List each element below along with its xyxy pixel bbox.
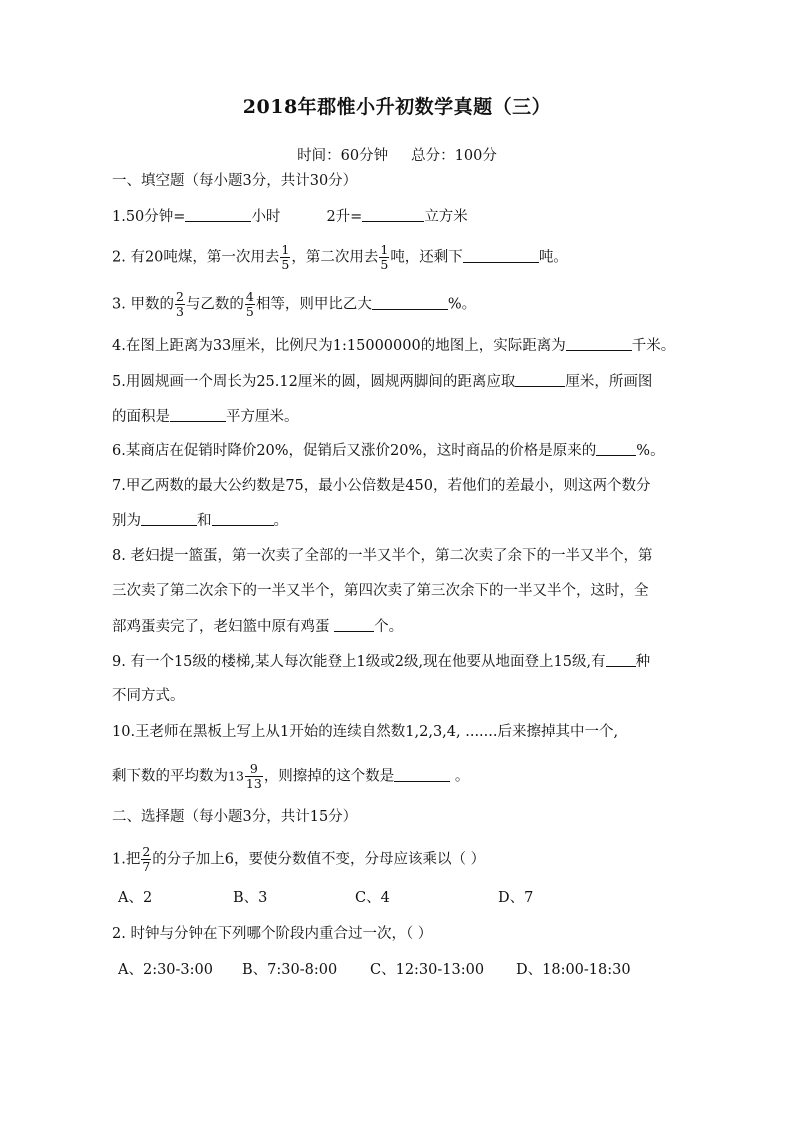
fraction: $\frac{9}{13}$ bbox=[245, 761, 262, 791]
question-1-4: 4.在图上距离为33厘米，比例尺为1:15000000的地图上，实际距离为 千米。 bbox=[112, 335, 702, 356]
section2-heading: 二、选择题（每小题3分，共计15分） bbox=[112, 809, 358, 825]
fraction: $\frac{2}{7}$ bbox=[142, 844, 151, 874]
option-d[interactable]: D、18:00-18:30 bbox=[516, 962, 631, 978]
question-2-2: 2. 时钟与分钟在下列哪个阶段内重合过一次，（ ） bbox=[112, 926, 433, 942]
answer-blank[interactable] bbox=[141, 510, 197, 526]
answer-blank[interactable] bbox=[372, 294, 448, 310]
answer-blank[interactable] bbox=[394, 766, 450, 782]
question-2-1: 1.把 $\frac{2}{7}$ 的分子加上6，要使分数值不变，分母应该乘以（ ） bbox=[112, 844, 486, 874]
mixed-number-int: 13 bbox=[228, 768, 244, 784]
page-title: 2018年郡惟小升初数学真题（三） bbox=[242, 96, 552, 118]
question-1-8-line2: 三次卖了第二次余下的一半又半个，第四次卖了第三次余下的一半又半个，这时，全 bbox=[112, 583, 649, 599]
question-1-3: 3. 甲数的 $\frac{2}{3}$ 与乙数的 $\frac{4}{5}$ 相等，则甲比乙大 %。 bbox=[112, 289, 477, 319]
fraction: $\frac{1}{5}$ bbox=[380, 242, 389, 272]
question-1-7-line1: 7.甲乙两数的最大公约数是75，最小公倍数是450，若他们的差最小，则这两个数分 bbox=[112, 478, 651, 494]
question-1-2: 2. 有20吨煤，第一次用去 $\frac{1}{5}$ ，第二次用去 $\frac{1}{5}$ 吨，还剩下 吨。 bbox=[112, 242, 568, 272]
option-d[interactable]: D、7 bbox=[498, 890, 534, 906]
question-1-10-line1: 10.王老师在黑板上写上从1开始的连续自然数1,2,3,4, .......后来擦掉其中一个, bbox=[112, 724, 619, 740]
answer-blank[interactable] bbox=[362, 206, 424, 222]
answer-blank[interactable] bbox=[463, 247, 539, 263]
question-1-8-line3: 部鸡蛋卖完了，老妇篮中原有鸡蛋 个。 bbox=[112, 616, 702, 637]
answer-blank[interactable] bbox=[170, 406, 226, 422]
fraction: $\frac{2}{3}$ bbox=[175, 289, 184, 319]
question-1-9-line2: 不同方式。 bbox=[112, 688, 185, 704]
answer-blank[interactable] bbox=[606, 651, 636, 667]
answer-blank[interactable] bbox=[334, 616, 374, 632]
exam-info: 时间：60分钟 总分：100分 bbox=[297, 148, 497, 164]
answer-blank[interactable] bbox=[566, 335, 632, 351]
option-b[interactable]: B、7:30-8:00 bbox=[242, 962, 338, 978]
question-1-10-line2: 剩下数的平均数为13 $\frac{9}{13}$ ，则擦掉的这个数是 。 bbox=[112, 761, 470, 791]
option-c[interactable]: C、4 bbox=[355, 890, 390, 906]
answer-blank[interactable] bbox=[185, 206, 251, 222]
answer-blank[interactable] bbox=[596, 440, 636, 456]
question-1-5-line2: 的面积是 平方厘米。 bbox=[112, 406, 702, 427]
answer-blank[interactable] bbox=[212, 510, 274, 526]
section1-heading: 一、填空题（每小题3分，共计30分） bbox=[112, 173, 358, 189]
option-a[interactable]: A、2:30-3:00 bbox=[118, 962, 213, 978]
question-1-1: 1.50分钟= 小时 2升= 立方米 bbox=[112, 206, 702, 227]
fraction: $\frac{1}{5}$ bbox=[281, 242, 290, 272]
answer-blank[interactable] bbox=[515, 371, 565, 387]
question-1-7-line2: 别为 和 。 bbox=[112, 510, 702, 531]
option-c[interactable]: C、12:30-13:00 bbox=[370, 962, 485, 978]
question-1-9-line1: 9. 有一个15级的楼梯,某人每次能登上1级或2级,现在他要从地面登上15级,有 种 bbox=[112, 651, 702, 672]
fraction: $\frac{4}{5}$ bbox=[245, 289, 254, 319]
question-1-8-line1: 8. 老妇提一篮蛋，第一次卖了全部的一半又半个，第二次卖了余下的一半又半个，第 bbox=[112, 548, 653, 564]
option-b[interactable]: B、3 bbox=[233, 890, 268, 906]
option-a[interactable]: A、2 bbox=[118, 890, 153, 906]
question-1-5-line1: 5.用圆规画一个周长为25.12厘米的圆，圆规两脚间的距离应取 厘米，所画图 bbox=[112, 371, 702, 392]
question-1-6: 6.某商店在促销时降价20%，促销后又涨价20%，这时商品的价格是原来的 %。 bbox=[112, 440, 702, 461]
